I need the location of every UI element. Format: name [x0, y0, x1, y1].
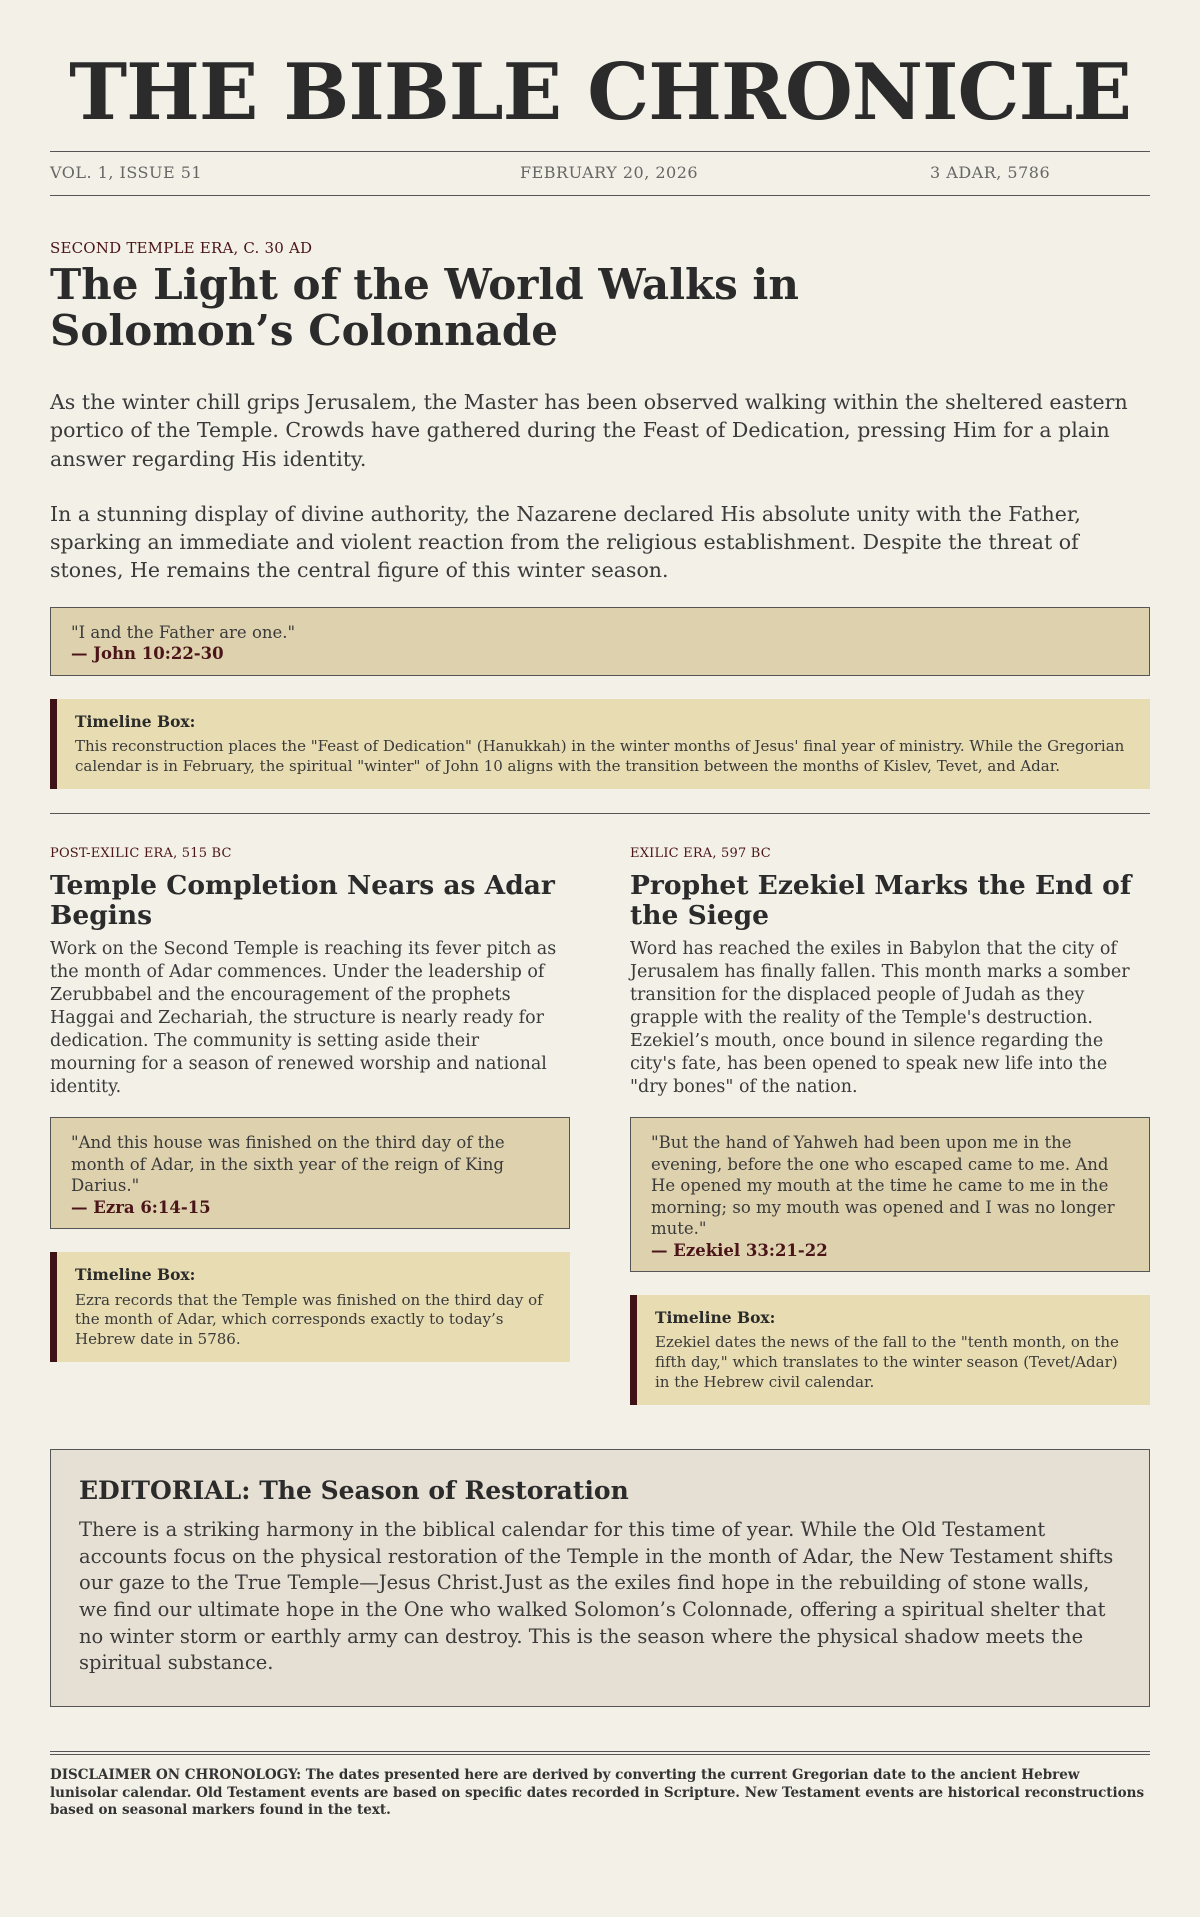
right-headline: Prophet Ezekiel Marks the End of the Siege	[630, 869, 1132, 932]
lead-quote-text: "I and the Father are one."	[71, 622, 296, 642]
lead-paragraph-1: As the winter chill grips Jerusalem, the Master has been observed walking within the sheltered eastern portico of the Temple. Crowds have gathered during the Feast of Dedication, pressing Him for a plain answer regarding His identity.	[50, 390, 1128, 471]
disclaimer-text: DISCLAIMER ON CHRONOLOGY: The dates presented here are derived by converting the current Gregorian date to the ancient Hebrew lunisolar calendar. Old Testament events are based on specific dates recorded in Scripture. New Testament events are historical reconstructions based on seasonal markers found in the text.	[50, 1766, 1145, 1819]
editorial-box	[50, 1449, 1150, 1707]
left-quote-reference: — Ezra 6:14-15	[71, 1197, 211, 1217]
lead-era: SECOND TEMPLE ERA, C. 30 AD	[50, 239, 313, 257]
lead-quote-reference: — John 10:22-30	[71, 644, 224, 664]
left-paragraph: Work on the Second Temple is reaching its fever pitch as the month of Adar commences. Under the leadership of Zerubbabel and the encouragement of the prophets Haggai and Zechariah, the structure is nearly ready for dedication. The community is setting aside their mourning for a season of renewed worship and national identity.	[50, 938, 557, 1098]
lead-timeline-label: Timeline Box:	[75, 711, 196, 731]
right-quote-box	[630, 1117, 1150, 1272]
editorial-headline: EDITORIAL: The Season of Restoration	[79, 1475, 629, 1505]
lead-article	[50, 196, 1150, 789]
left-timeline-label: Timeline Box:	[75, 1265, 196, 1285]
left-quote-box	[50, 1117, 570, 1229]
hebrew-date: 3 ADAR, 5786	[930, 163, 1051, 182]
right-article	[630, 846, 1150, 1405]
left-era: POST-EXILIC ERA, 515 BC	[50, 845, 232, 861]
left-quote-text: "And this house was finished on the third day of the month of Adar, in the sixth year of the reign of King Darius."	[71, 1133, 505, 1196]
lead-headline: The Light of the World Walks in Solomon’s Colonnade	[50, 260, 799, 356]
lead-timeline-box	[50, 699, 1150, 789]
left-article	[50, 846, 570, 1405]
left-headline: Temple Completion Nears as Adar Begins	[50, 869, 555, 932]
right-quote-reference: — Ezekiel 33:21-22	[651, 1240, 828, 1260]
gregorian-date: FEBRUARY 20, 2026	[520, 163, 699, 182]
right-timeline-box	[630, 1295, 1150, 1405]
editorial-text: There is a striking harmony in the biblical calendar for this time of year. While the Old Testament accounts focus on the physical restoration of the Temple in the month of Adar, the New Testament shifts our gaze to the True Temple—Jesus Christ.Just as the exiles find hope in the rebuilding of stone walls, we find our ultimate hope in the One who walked Solomon’s Colonnade, offering a spiritual shelter that no winter storm or earthly army can destroy. This is the season where the physical shadow meets the spiritual substance.	[79, 1517, 1114, 1675]
right-timeline-label: Timeline Box:	[655, 1307, 776, 1327]
lead-paragraph-2: In a stunning display of divine authority, the Nazarene declared His absolute unity with the Father, sparking an immediate and violent reaction from the religious establishment. Despite the threat of stones, He remains the central figure of this winter season.	[50, 501, 1081, 582]
volume-issue: VOL. 1, ISSUE 51	[50, 163, 203, 182]
left-timeline-box	[50, 1252, 570, 1362]
left-timeline-text: Ezra records that the Temple was finished on the third day of the month of Adar, which corresponds exactly to today’s Hebrew date in 5786.	[75, 1290, 543, 1349]
right-era: EXILIC ERA, 597 BC	[630, 845, 771, 861]
masthead-title: THE BIBLE CHRONICLE	[69, 47, 1131, 138]
lead-quote-box	[50, 607, 1150, 676]
right-timeline-text: Ezekiel dates the news of the fall to the "tenth month, on the fifth day," which translates to the winter season (Tevet/Adar) in the Hebrew civil calendar.	[655, 1333, 1119, 1392]
right-quote-text: "But the hand of Yahweh had been upon me in the evening, before the one who escaped came to me. And He opened my mouth at the time he came to me in the morning; so my mouth was opened and I was no longer mute."	[651, 1133, 1115, 1239]
right-paragraph: Word has reached the exiles in Babylon that the city of Jerusalem has finally fallen. This month marks a somber transition for the displaced people of Judah as they grapple with the reality of the Temple's destruction. Ezekiel’s mouth, once bound in silence regarding the city's fate, has been opened to speak new life into the "dry bones" of the nation.	[630, 938, 1130, 1098]
dateline	[50, 151, 1150, 196]
disclaimer-footer	[50, 1751, 1150, 1820]
lead-timeline-text: This reconstruction places the "Feast of Dedication" (Hanukkah) in the winter months of Jesus' final year of ministry. While the Gregorian calendar is in February, the spiritual "winter" of John 10 aligns with the transition between the months of Kislev, Tevet, and Adar.	[75, 737, 1125, 775]
masthead	[50, 0, 1150, 196]
two-column-section	[50, 814, 1150, 1405]
